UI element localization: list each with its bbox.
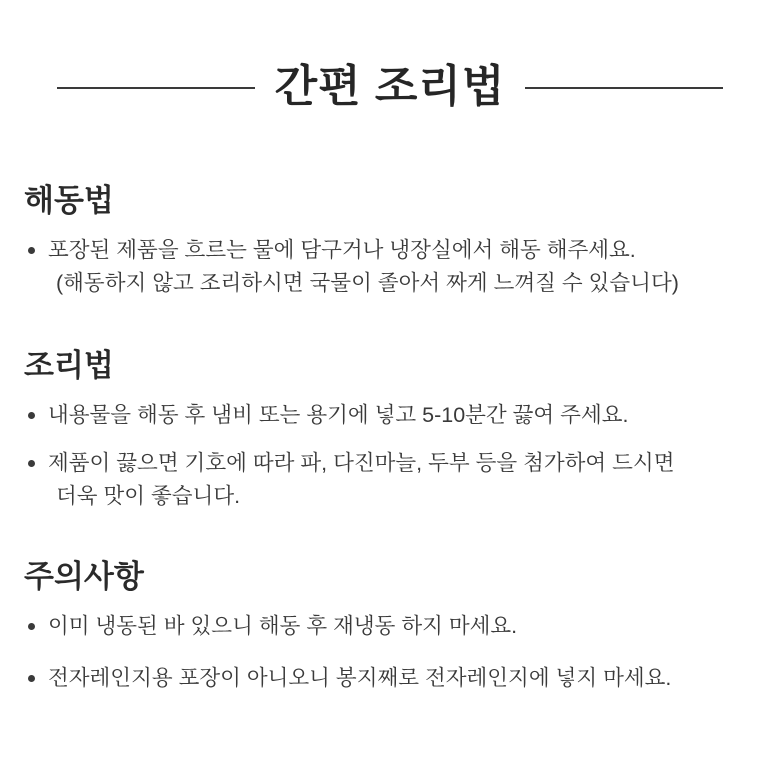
list-item-text: 포장된 제품을 흐르는 물에 담구거나 냉장실에서 해동 해주세요. <box>48 238 636 263</box>
section-cook-list <box>22 399 758 513</box>
list-item-text: 내용물을 해동 후 냄비 또는 용기에 넣고 5-10분간 끓여 주세요. <box>48 402 629 427</box>
section-thaw <box>22 175 758 299</box>
section-caution-title: 주의사항 <box>24 558 144 594</box>
page-header <box>22 34 758 141</box>
section-caution <box>22 551 758 695</box>
section-thaw-title: 해동법 <box>24 183 114 219</box>
list-item-text: 이미 냉동된 바 있으니 해동 후 재냉동 하지 마세요. <box>48 613 518 638</box>
page-title: 간편 조리법 <box>274 62 506 112</box>
section-cook-title: 조리법 <box>24 347 114 383</box>
list-item <box>22 610 758 643</box>
header-rule-right <box>525 87 723 89</box>
section-thaw-list <box>22 234 758 299</box>
list-item <box>22 234 758 299</box>
section-caution-list <box>22 610 758 695</box>
list-item-text: 제품이 끓으면 기호에 따라 파, 다진마늘, 두부 등을 첨가하여 드시면 <box>48 451 675 476</box>
section-cook <box>22 340 758 513</box>
header-rule-left <box>57 87 255 89</box>
list-item <box>22 662 758 695</box>
list-item-continuation: 더욱 맛이 좋습니다. <box>56 484 241 509</box>
list-item <box>22 399 758 432</box>
list-item-continuation: (해동하지 않고 조리하시면 국물이 졸아서 짜게 느껴질 수 있습니다) <box>56 271 679 295</box>
list-item-text: 전자레인지용 포장이 아니오니 봉지째로 전자레인지에 넣지 마세요. <box>48 666 672 691</box>
list-item <box>22 447 758 512</box>
